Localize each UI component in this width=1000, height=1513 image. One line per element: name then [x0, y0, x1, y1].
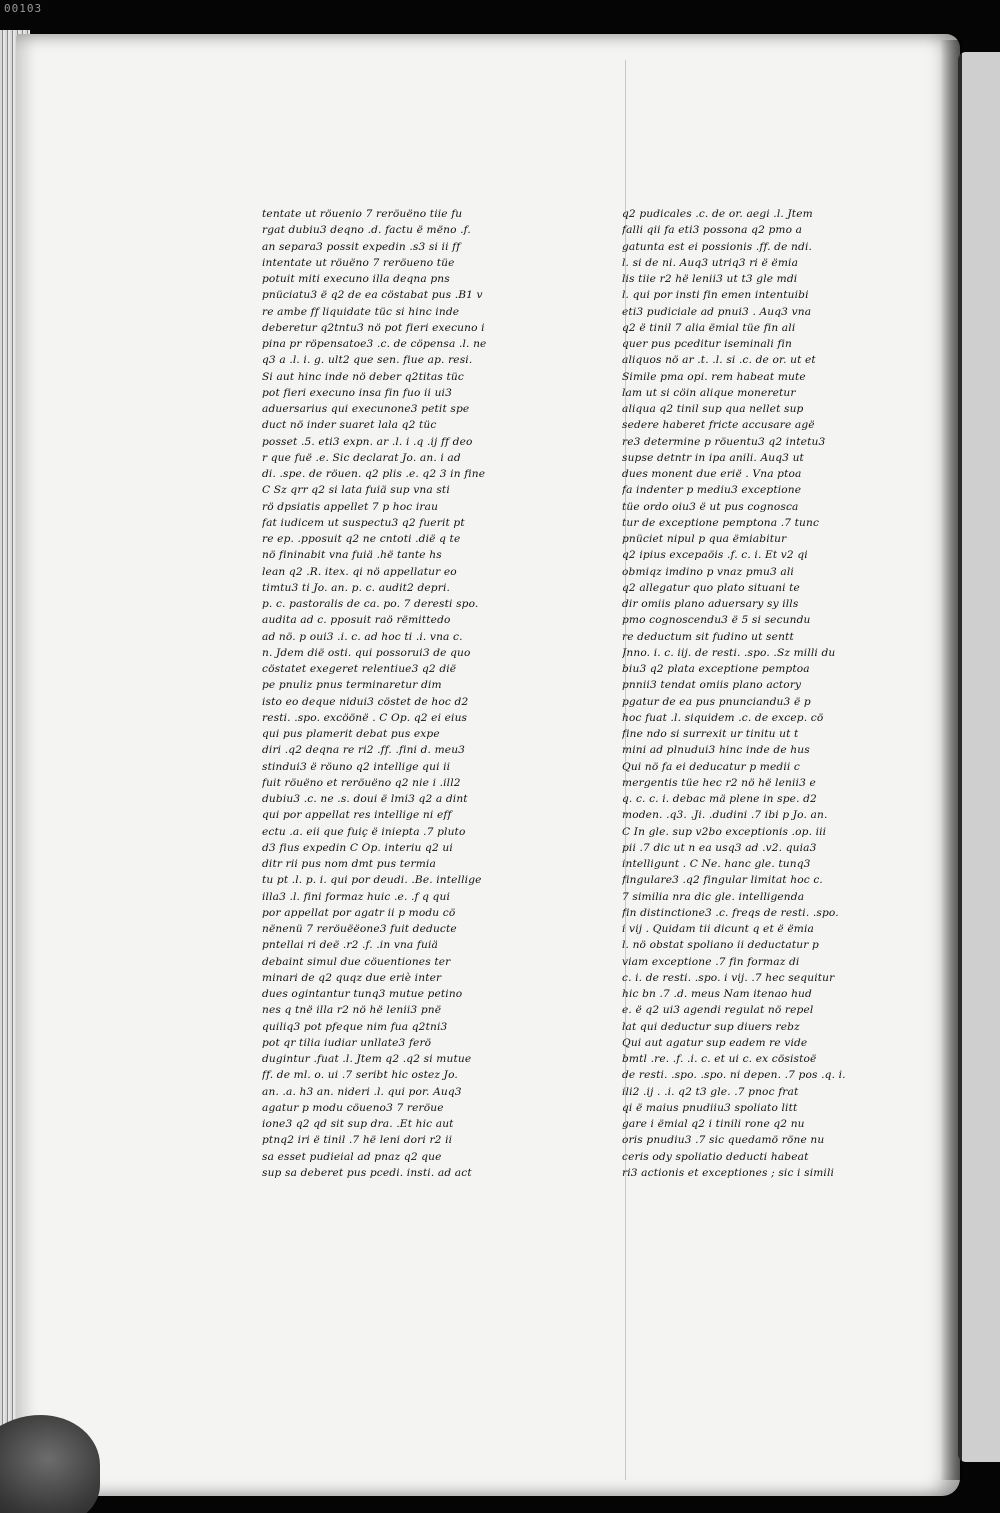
text-line: posset .5. eti3 expn. ar .l. i .q .ij ff deo [262, 435, 473, 448]
text-line: eti3 pudiciale ad pnui3 . Auq3 vna [622, 305, 812, 318]
text-line: pnüciatu3 ë q2 de ea cöstabat pus .B1 v [262, 289, 483, 302]
text-line: tentate ut röuenio 7 reröuëno tiie fu [262, 208, 463, 220]
text-line: falli qii fa eti3 possona q2 pmo a [622, 224, 803, 237]
text-line: gatunta est ei possionis .ff. de ndi. [622, 240, 813, 253]
text-line: aliqua q2 tinil sup qua nellet sup [622, 403, 804, 415]
text-line: ad nö. p oui3 .i. c. ad hoc ti .i. vna c. [262, 630, 463, 643]
text-line: audita ad c. pposuit raö rëmittedo [262, 614, 451, 627]
text-line: sa esset pudieial ad pnaz q2 que [262, 1150, 442, 1163]
text-line: i vij . Quidam tii dicunt q et ë ëmia [622, 923, 814, 935]
text-line: de resti. .spo. .spo. ni depen. .7 pos .q. i. [622, 1069, 846, 1082]
text-line: stindui3 ë röuno q2 intellige qui ii [262, 760, 451, 773]
text-line: pnnii3 tendat omiis plano actory [622, 679, 802, 692]
text-line: deberetur q2tntu3 nö pot fieri execuno i [262, 321, 485, 334]
text-line: q2 pudicales .c. de or. aegi .l. Jtem [622, 208, 813, 220]
text-line: C Sz qrr q2 si lata fuiä sup vna sti [262, 484, 450, 497]
text-line: intelligunt . C Ne. hanc gle. tunq3 [622, 858, 811, 870]
text-line: C In gle. sup v2bo exceptionis .op. iii [622, 825, 827, 838]
text-line: Simile pma opi. rem habeat mute [622, 370, 806, 383]
text-line: dugintur .fuat .l. Jtem q2 .q2 si mutue [262, 1053, 472, 1065]
text-line: lat qui deductur sup diuers rebz [622, 1020, 800, 1033]
text-line: q. c. c. i. debac mä plene in spe. d2 [622, 793, 817, 805]
text-line: rö dpsiatis appellet 7 p hoc irau [262, 500, 439, 513]
text-line: re ep. .pposuit q2 ne cntoti .dië q te [262, 533, 461, 545]
text-line: isto eo deque nidui3 cöstet de hoc d2 [262, 695, 469, 708]
text-line: minari de q2 quqz due eriè inter [262, 971, 442, 984]
text-line: fuit röuëno et reröuëno q2 nie i .ill2 [262, 776, 461, 789]
text-line: rgat dubiu3 deqno .d. factu ë mëno .f. [262, 224, 471, 237]
text-line: fat iudicem ut suspectu3 q2 fuerit pt [262, 516, 465, 529]
text-line: pot qr tilia iudiar unllate3 ferö [262, 1036, 432, 1049]
text-line: re deductum sit fudino ut sentt [622, 630, 794, 643]
text-line: ione3 q2 qd sit sup dra. .Et hic aut [262, 1118, 454, 1130]
text-line: re3 determine p röuentu3 q2 intetu3 [622, 435, 826, 448]
text-line: c. i. de resti. .spo. i vij. .7 hec sequitur [622, 971, 835, 984]
text-line: fine ndo si surrexit ur tinitu ut t [622, 728, 799, 740]
text-line: fa indenter p mediu3 exceptione [622, 484, 802, 497]
text-line: sup sa deberet pus pcedi. insti. ad act [262, 1166, 472, 1179]
text-line: cöstatet exegeret relentiue3 q2 dië [262, 663, 457, 675]
text-line: p. c. pastoralis de ca. po. 7 deresti spo. [262, 598, 479, 610]
text-line: tur de exceptione pemptona .7 tunc [622, 516, 820, 529]
text-line: Si aut hinc inde nö deber q2titas tüc [262, 370, 464, 383]
text-line: Qui aut agatur sup eadem re vide [622, 1036, 808, 1049]
text-line: pii .7 dic ut n ea usq3 ad .v2. quia3 [622, 841, 817, 854]
text-line: ili2 .ij . .i. q2 t3 gle. .7 pnoc frat [622, 1085, 799, 1098]
text-line: timtu3 ti Jo. an. p. c. audit2 depri. [262, 581, 450, 594]
text-line: agatur p modu cöueno3 7 reröue [262, 1101, 444, 1114]
text-line: e. ë q2 ui3 agendi regulat nö repel [622, 1004, 814, 1017]
text-line: ff. de ml. o. ui .7 seribt hic ostez Jo. [262, 1069, 458, 1082]
text-line: biu3 q2 plata exceptione pemptoa [622, 663, 810, 675]
text-line: fin distinctione3 .c. freqs de resti. .spo. [622, 906, 839, 919]
text-line: ceris ody spoliatio deducti habeat [622, 1150, 809, 1163]
text-line: l. si de ni. Auq3 utriq3 ri ë ëmia [622, 256, 799, 269]
text-line: q3 a .l. i. g. ult2 que sen. fiue ap. resi. [262, 354, 473, 367]
text-line: qui pus plamerit debat pus expe [262, 728, 440, 740]
text-line: debaint simul due cöuentiones ter [262, 955, 451, 968]
text-line: gare i ëmial q2 i tinili rone q2 nu [622, 1118, 805, 1130]
text-line: obmiqz imdino p vnaz pmu3 ali [622, 565, 794, 578]
text-line: pnüciet nipul p qua ëmiabitur [622, 533, 787, 545]
text-line: intentate ut röuëno 7 reröueno tüe [262, 256, 455, 269]
text-line: diri .q2 deqna re ri2 .ff. .fini d. meu3 [262, 744, 466, 757]
text-line: dubiu3 .c. ne .s. doui ë lmi3 q2 a dint [262, 793, 468, 805]
text-line: ptnq2 iri ë tinil .7 hë leni dori r2 ii [262, 1134, 453, 1147]
text-line: nënenü 7 reröuëëone3 fuit deducte [262, 923, 457, 935]
text-line: pmo cognoscendu3 ë 5 si secundu [622, 614, 811, 627]
text-line: por appellat por agatr ii p modu cö [262, 906, 456, 919]
text-column-left [262, 206, 530, 1181]
text-line: lis tiie r2 hë lenii3 ut t3 gle mdi [622, 273, 798, 285]
text-line: q2 allegatur quo plato situani te [622, 581, 800, 594]
text-line: an separa3 possit expedin .s3 si ii ff [262, 240, 461, 253]
text-line: dues monent due erië . Vna ptoa [622, 468, 802, 480]
text-line: qi ë maius pnudiiu3 spoliato litt [622, 1101, 798, 1114]
text-line: resti. .spo. excöönë . C Op. q2 ei eius [262, 711, 468, 724]
text-line: quer pus pceditur iseminali fin [622, 338, 792, 350]
text-line: viam exceptione .7 fin formaz di [622, 955, 800, 968]
text-line: fingulare3 .q2 fingular limitat hoc c. [622, 874, 823, 887]
text-line: r que fuë .e. Sic declarat Jo. an. i ad [262, 451, 461, 464]
text-line: mergentis tüe hec r2 nö hë lenii3 e [622, 776, 816, 789]
text-line: pgatur de ea pus pnunciandu3 ë p [622, 695, 811, 708]
text-column-right [622, 206, 880, 1181]
text-line: dir omiis plano aduersary sy ills [622, 598, 799, 610]
text-line: l. nö obstat spoliano ii deductatur p [622, 939, 819, 952]
text-line: supse detntr in ipa anili. Auq3 ut [622, 451, 804, 464]
text-line: bmtl .re. .f. .i. c. et ui c. ex cösistoë [622, 1053, 817, 1065]
text-line: quiliq3 pot pfeque nim fua q2tni3 [262, 1020, 448, 1033]
text-line: mini ad plnudui3 hinc inde de hus [622, 744, 810, 757]
text-line: illa3 .l. fini formaz huic .e. .f q qui [262, 890, 450, 903]
text-line: aduersarius qui execunone3 petit spe [262, 403, 470, 415]
text-line: dues ogintantur tunq3 mutue petino [262, 988, 463, 1000]
text-line: qui por appellat res intellige ni eff [262, 809, 452, 822]
text-line: pot fieri execuno insa fin fuo ii ui3 [262, 386, 452, 399]
text-line: pina pr röpensatoe3 .c. de cöpensa .l. ne [262, 338, 487, 350]
text-line: potuit miti execuno illa deqna pns [262, 273, 450, 285]
text-line: hic bn .7 .d. meus Nam itenao hud [622, 988, 812, 1000]
text-line: pntellai ri deë .r2 .f. .in vna fuiä [262, 939, 438, 952]
text-line: n. Jdem dië osti. qui possorui3 de quo [262, 646, 471, 659]
text-line: Qui nö fa ei deducatur p medii c [622, 760, 800, 773]
text-line: di. .spe. de röuen. q2 plis .e. q2 3 in fine [262, 468, 486, 480]
facing-page-edge [958, 52, 1000, 1462]
text-line: nes q tnë illa r2 nö hë lenii3 pnë [262, 1004, 442, 1017]
text-line: ditr rii pus nom dmt pus termia [262, 858, 436, 870]
text-line: aliquos nö ar .t. .l. si .c. de or. ut et [622, 354, 816, 367]
text-line: oris pnudiu3 .7 sic quedamö röne nu [622, 1134, 825, 1147]
text-line: duct nö inder suaret lala q2 tüc [262, 419, 437, 432]
text-line: re ambe ff liquidate tüc si hinc inde [262, 305, 460, 318]
text-line: tu pt .l. p. i. qui por deudi. .Be. intellige [262, 874, 482, 887]
film-frame-number: 00103 [4, 2, 43, 15]
text-line: sedere haberet fricte accusare agë [622, 419, 815, 432]
text-line: lam ut si cöin alique moneretur [622, 386, 796, 399]
text-line: d3 fius expedin C Op. interiu q2 ui [262, 841, 453, 854]
text-line: nö fininabit vna fuiä .hë tante hs [262, 549, 442, 562]
text-line: an. .a. h3 an. nideri .l. qui por. Auq3 [262, 1085, 462, 1098]
text-line: tüe ordo oiu3 ë ut pus cognosca [622, 500, 799, 513]
text-line: hoc fuat .l. siquidem .c. de excep. cö [622, 711, 824, 724]
text-line: q2 ipius excepaöis .f. c. i. Et v2 qi [622, 549, 808, 562]
text-line: ectu .a. eii que fuiç ë iniepta .7 pluto [262, 825, 466, 838]
text-line: moden. .q3. .Ji. .dudini .7 ibi p Jo. an. [622, 809, 828, 822]
text-line: 7 similia nra dic gle. intelligenda [622, 890, 805, 903]
text-line: ri3 actionis et exceptiones ; sic i simili [622, 1166, 835, 1179]
text-line: pe pnuliz pnus terminaretur dim [262, 679, 442, 692]
text-line: q2 ë tinil 7 alia ëmial tüe fin ali [622, 321, 796, 334]
text-line: lean q2 .R. itex. qi nö appellatur eo [262, 565, 457, 578]
text-line: Jnno. i. c. iij. de resti. .spo. .Sz milli du [622, 646, 836, 659]
text-line: l. qui por insti fin emen intentuibi [622, 289, 809, 302]
